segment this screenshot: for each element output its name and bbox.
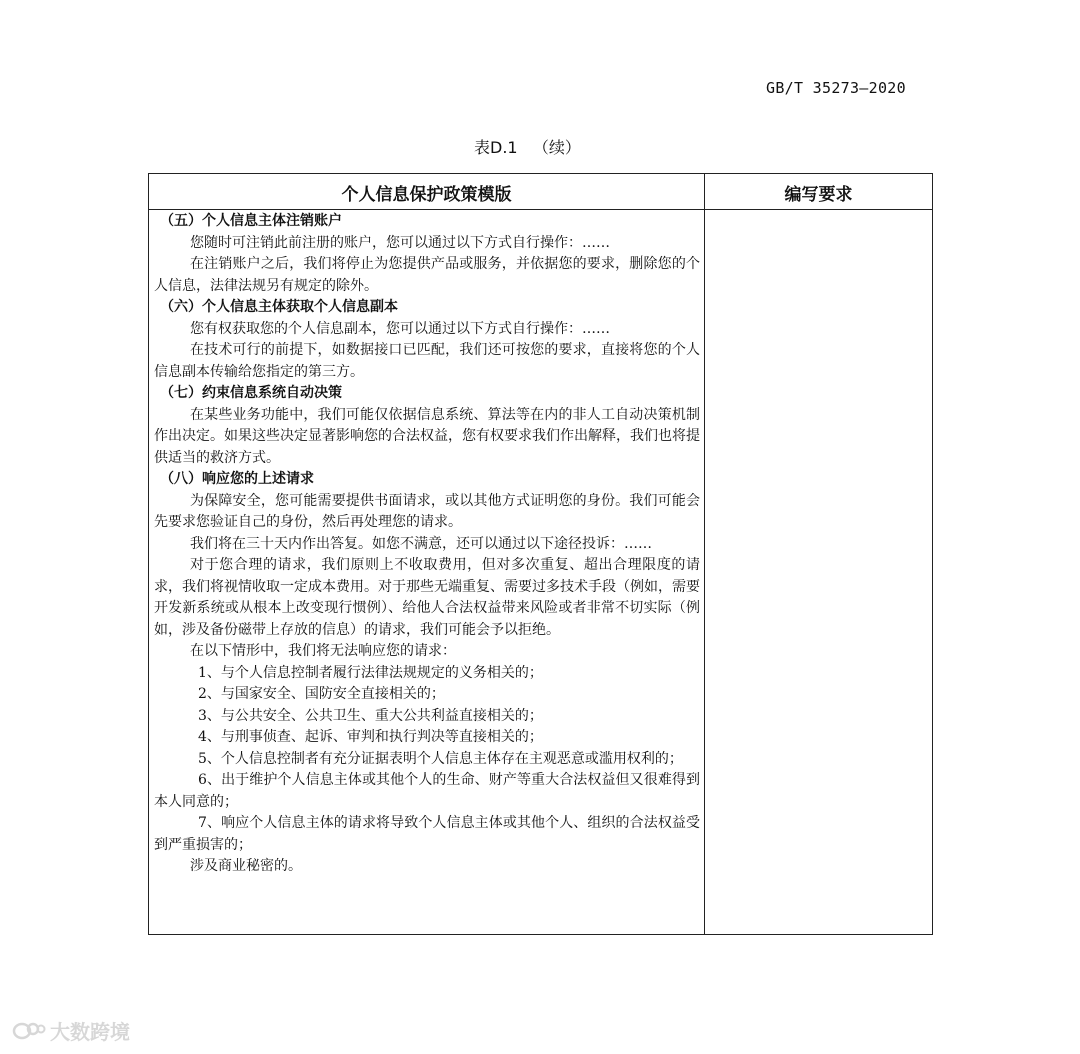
paragraph: 您有权获取您的个人信息副本，您可以通过以下方式自行操作：…… — [190, 320, 610, 337]
list-item: 4、与刑事侦查、起诉、审判和执行判决等直接相关的； — [198, 729, 543, 745]
list-item: 2、与国家安全、国防安全直接相关的； — [198, 686, 445, 702]
paragraph: 我们将在三十天内作出答复。如您不满意，还可以通过以下途径投诉：…… — [190, 535, 652, 552]
policy-template-table — [148, 173, 933, 935]
paragraph: 对于您合理的请求，我们原则上不收取费用，但对多次重复、超出合理限度的请求，我们将视情收取一定成本费用。对于那些无端重复、需要过多技术手段（例如，需要开发新系统或从根本上改变现行惯例）、给他人合法权益带来风险或者非常不切实际（例如，涉及备份磁带上存放的信息）的请求，我们可能会予以拒绝。 — [154, 557, 700, 638]
section-heading: （八）响应您的上述请求 — [160, 471, 314, 487]
paragraph: 在某些业务功能中，我们可能仅依据信息系统、算法等在内的非人工自动决策机制作出决定。如果这些决定显著影响您的合法权益，您有权要求我们作出解释，我们也将提供适当的救济方式。 — [154, 406, 700, 466]
section-heading: （五）个人信息主体注销账户 — [160, 213, 342, 229]
paragraph: 在技术可行的前提下，如数据接口已匹配，我们还可按您的要求，直接将您的个人信息副本传输给您指定的第三方。 — [154, 342, 700, 380]
section-heading: （七）约束信息系统自动决策 — [160, 385, 342, 401]
paragraph: 涉及商业秘密的。 — [190, 858, 302, 874]
standard-code: GB/T 35273—2020 — [766, 79, 906, 97]
paragraph: 您随时可注销此前注册的账户，您可以通过以下方式自行操作：…… — [190, 234, 610, 251]
list-item: 1、与个人信息控制者履行法律法规规定的义务相关的； — [198, 664, 543, 681]
watermark-text: 大数跨境 — [50, 1020, 130, 1044]
list-item: 3、与公共安全、公共卫生、重大公共利益直接相关的； — [198, 707, 543, 724]
list-item: 7、响应个人信息主体的请求将导致个人信息主体或其他个人、组织的合法权益受到严重损害的； — [154, 815, 700, 853]
column-divider — [704, 174, 705, 934]
section-heading: （六）个人信息主体获取个人信息副本 — [160, 299, 398, 315]
paragraph: 为保障安全，您可能需要提供书面请求，或以其他方式证明您的身份。我们可能会先要求您验证自己的身份，然后再处理您的请求。 — [154, 492, 700, 530]
header-rule — [149, 209, 932, 210]
paragraph: 在以下情形中，我们将无法响应您的请求： — [190, 643, 456, 659]
table-caption: 表D.1 （续） — [474, 138, 581, 157]
list-item: 5、个人信息控制者有充分证据表明个人信息主体存在主观恶意或滥用权利的； — [198, 750, 683, 767]
watermark — [12, 1016, 130, 1045]
column-header-template: 个人信息保护政策模版 — [341, 185, 512, 205]
column-header-requirements: 编写要求 — [784, 185, 853, 205]
bubble-logo-icon — [12, 1019, 46, 1043]
list-item: 6、出于维护个人信息主体或其他个人的生命、财产等重大合法权益但又很难得到本人同意的； — [154, 772, 700, 810]
template-cell — [154, 211, 700, 878]
paragraph: 在注销账户之后，我们将停止为您提供产品或服务，并依据您的要求，删除您的个人信息，法律法规另有规定的除外。 — [154, 256, 700, 294]
